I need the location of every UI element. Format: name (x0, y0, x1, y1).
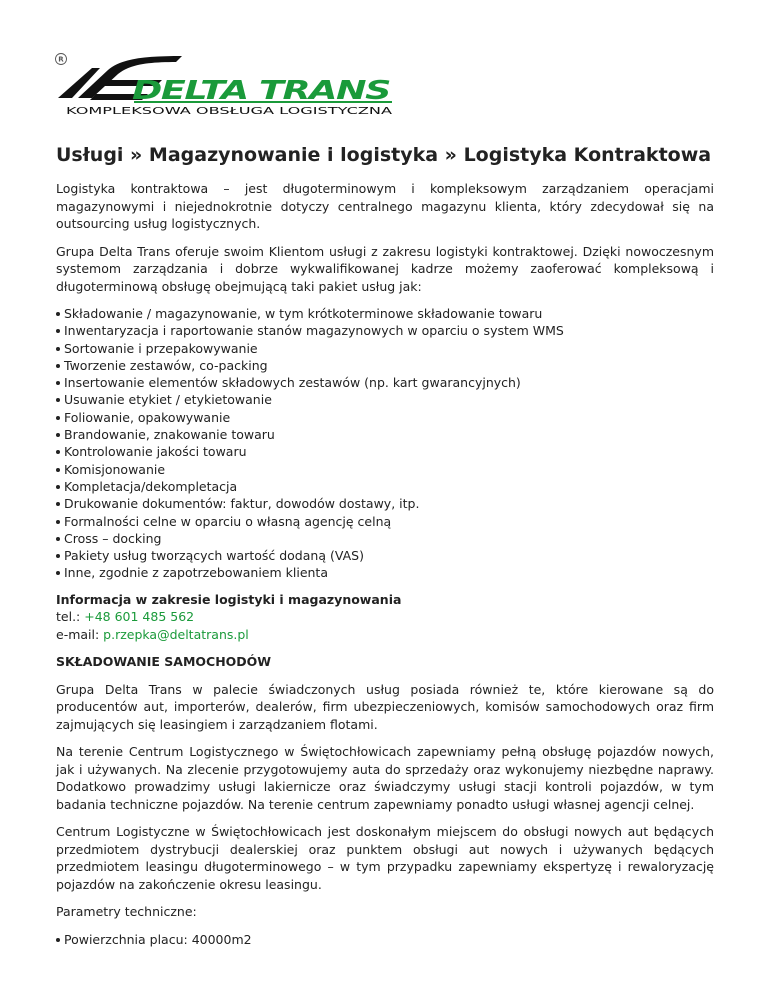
contact-block (56, 591, 714, 644)
list-item: Komisjonowanie (56, 461, 714, 478)
list-item: Inne, zgodnie z zapotrzebowaniem klienta (56, 564, 714, 581)
paragraph: Na terenie Centrum Logistycznego w Świętochłowicach zapewniamy pełną obsługę pojazdów nowych, jak i używanych. Na zlecenie przygotowujemy auta do sprzedaży oraz wykonujemy niezbędne naprawy. Dodatkowo prowadzimy usługi lakiernicze oraz świadczymy usługi stacji kontroli pojazdów, w tym badania techniczne pojazdów. Na terenie centrum zapewniamy ponadto usługi własnej agencji celnej. (56, 744, 714, 812)
logo-tagline: KOMPLEKSOWA OBSŁUGA LOGISTYCZNA (66, 106, 393, 117)
list-item: Usuwanie etykiet / etykietowanie (56, 391, 714, 408)
section-heading: SKŁADOWANIE SAMOCHODÓW (56, 654, 272, 670)
list-item: Składowanie / magazynowanie, w tym krótkoterminowe składowanie towaru (56, 305, 714, 322)
page-title: Usługi » Magazynowanie i logistyka » Logistyka Kontraktowa (56, 144, 712, 166)
svg-text:R: R (58, 55, 64, 64)
email-link[interactable]: p.rzepka@deltatrans.pl (103, 626, 249, 642)
list-item: Tworzenie zestawów, co-packing (56, 357, 714, 374)
offer-paragraph: Grupa Delta Trans oferuje swoim Klientom usługi z zakresu logistyki kontraktowej. Dzięki nowoczesnym systemom zarządzania i dobrze wykwalifikowanej kadrze możemy zaoferować kompleksową i długoterminową obsługę obejmującą taki pakiet usług jak: (56, 243, 714, 294)
list-item: Brandowanie, znakowanie towaru (56, 426, 714, 443)
paragraph: Grupa Delta Trans w palecie świadczonych usług posiada również te, które kierowane są do producentów aut, importerów, dealerów, firm ubezpieczeniowych, komisów samochodowych oraz firm zajmujących się leasingiem i zarządzaniem flotami. (56, 681, 714, 732)
services-list (56, 305, 714, 582)
list-item: Kontrolowanie jakości towaru (56, 443, 714, 460)
params-label: Parametry techniczne: (56, 904, 197, 920)
delta-trans-logo[interactable] (52, 50, 397, 120)
contact-heading: Informacja w zakresie logistyki i magazynowania (56, 591, 402, 607)
intro-paragraph: Logistyka kontraktowa – jest długoterminowym i kompleksowym zarządzaniem operacjami magazynowymi i niejednokrotnie dotyczy centralnego magazynu klienta, który zdecydował się na outsourcing usług logistycznych. (56, 181, 714, 231)
params-list (56, 931, 714, 948)
main-content (56, 142, 714, 957)
list-item: Sortowanie i przepakowywanie (56, 340, 714, 357)
list-item: Drukowanie dokumentów: faktur, dowodów dostawy, itp. (56, 495, 714, 512)
list-item: Formalności celne w oparciu o własną agencję celną (56, 513, 714, 530)
list-item: Cross – docking (56, 530, 714, 547)
svg-text:DELTA TRANS: DELTA TRANS (132, 76, 391, 106)
list-item: Insertowanie elementów składowych zestawów (np. kart gwarancyjnych) (56, 374, 714, 391)
list-item: Pakiety usług tworzących wartość dodaną (VAS) (56, 547, 714, 564)
list-item: Powierzchnia placu: 40000m2 (56, 931, 714, 948)
phone-link[interactable]: +48 601 485 562 (84, 609, 195, 625)
list-item: Foliowanie, opakowywanie (56, 409, 714, 426)
tel-label: tel.: (56, 609, 85, 625)
list-item: Kompletacja/dekompletacja (56, 478, 714, 495)
list-item: Inwentaryzacja i raportowanie stanów magazynowych w oparciu o system WMS (56, 322, 714, 339)
delta-trans-logo-graphic (52, 50, 397, 120)
paragraph: Centrum Logistyczne w Świętochłowicach jest doskonałym miejscem do obsługi nowych aut będących przedmiotem dystrybucji dealerskiej oraz punktem obsługi aut nowych i używanych będących przedmiotem leasingu długoterminowego – w tym przypadku zapewniamy ekspertyzę i rewaloryzację pojazdów na zakończenie okresu leasingu. (56, 824, 714, 892)
email-label: e-mail: (56, 626, 104, 642)
